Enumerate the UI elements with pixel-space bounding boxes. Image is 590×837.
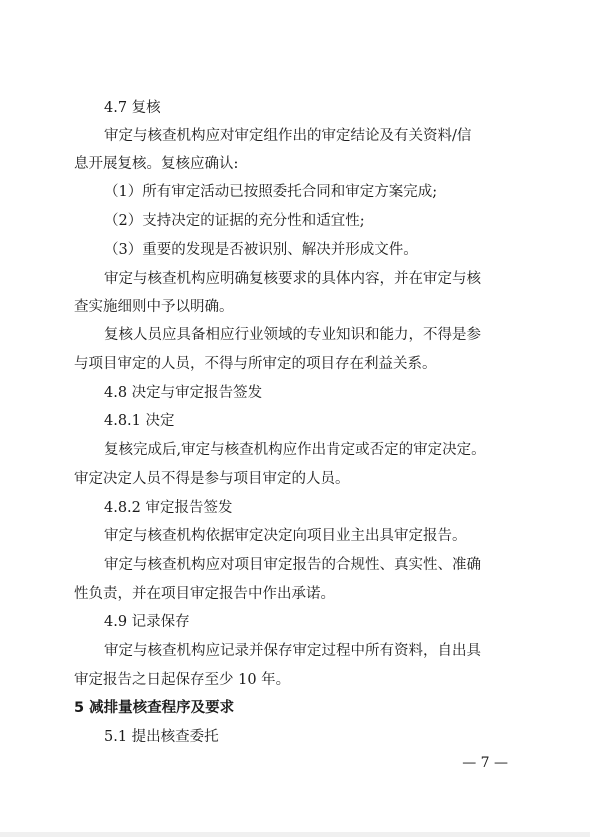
list-item: （3）重要的发现是否被识别、解决并形成文件。 xyxy=(104,242,418,258)
page-bottom-edge xyxy=(0,832,590,837)
heading-4-8-2: 4.8.2 审定报告签发 xyxy=(104,500,233,516)
paragraph-line: 息开展复核。复核应确认: xyxy=(74,156,239,172)
paragraph-line: 审定报告之日起保存至少 10 年。 xyxy=(74,672,291,688)
heading-5-1: 5.1 提出核查委托 xyxy=(104,729,219,745)
paragraph-line: 审定与核查机构应对审定组作出的审定结论及有关资料/信 xyxy=(104,128,472,144)
heading-4-9: 4.9 记录保存 xyxy=(104,614,190,630)
heading-4-8: 4.8 决定与审定报告签发 xyxy=(104,385,263,401)
list-item: （2）支持决定的证据的充分性和适宜性; xyxy=(104,213,365,229)
heading-4-7: 4.7 复核 xyxy=(104,100,161,116)
heading-5: 5 减排量核查程序及要求 xyxy=(74,700,235,716)
paragraph-line: 与项目审定的人员，不得与所审定的项目存在利益关系。 xyxy=(74,356,437,372)
paragraph-line: 审定与核查机构应明确复核要求的具体内容，并在审定与核 xyxy=(104,271,481,287)
heading-4-8-1: 4.8.1 决定 xyxy=(104,413,175,429)
paragraph-line: 查实施细则中予以明确。 xyxy=(74,299,234,315)
paragraph-line: 审定决定人员不得是参与项目审定的人员。 xyxy=(74,471,350,487)
paragraph-line: 审定与核查机构应对项目审定报告的合规性、真实性、准确 xyxy=(104,557,481,573)
paragraph-line: 复核完成后,审定与核查机构应作出肯定或否定的审定决定。 xyxy=(104,442,486,458)
paragraph-line: 审定与核查机构依据审定决定向项目业主出具审定报告。 xyxy=(104,528,467,544)
list-item: （1）所有审定活动已按照委托合同和审定方案完成; xyxy=(104,184,438,200)
paragraph-line: 复核人员应具备相应行业领域的专业知识和能力，不得是参 xyxy=(104,327,481,343)
page-number: — 7 — xyxy=(462,755,508,771)
paragraph-line: 审定与核查机构应记录并保存审定过程中所有资料，自出具 xyxy=(104,643,481,659)
paragraph-line: 性负责，并在项目审定报告中作出承诺。 xyxy=(74,586,335,602)
